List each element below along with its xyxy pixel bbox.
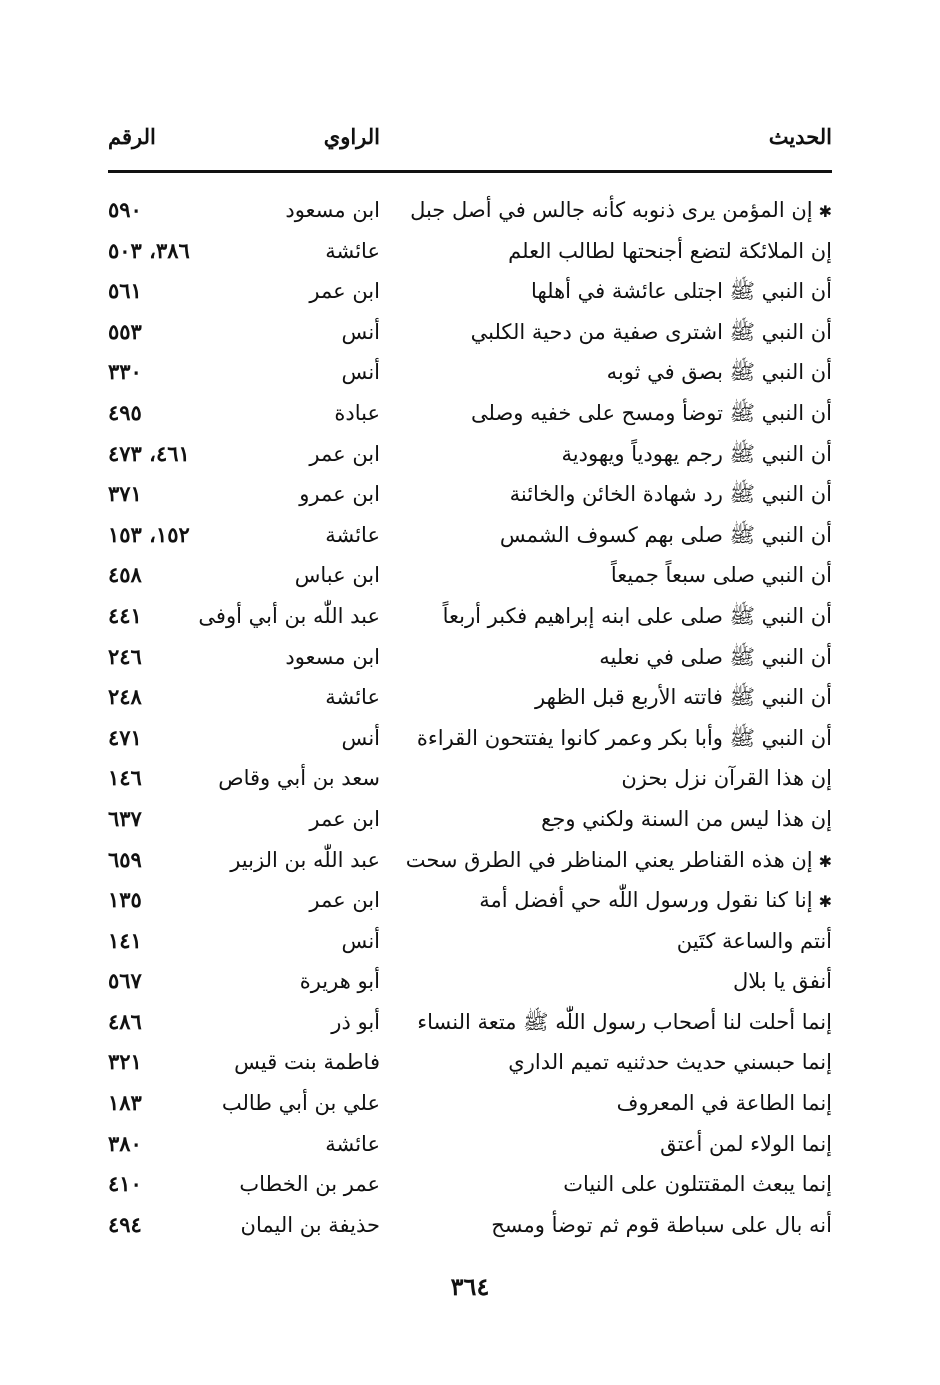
table-row bbox=[108, 1083, 832, 1124]
hadith-number: ٢٤٨ bbox=[108, 684, 142, 710]
hadith-text bbox=[617, 1083, 832, 1124]
rawi-name: أبو ذر bbox=[331, 1009, 380, 1034]
hadith-label: إنا كنا نقول ورسول اللّٰه حي أفضل أمة bbox=[479, 888, 813, 913]
table-header bbox=[108, 124, 832, 160]
hadith-number: ٤١٠ bbox=[108, 1171, 142, 1197]
hadith-text bbox=[607, 352, 832, 393]
table-row bbox=[108, 312, 832, 353]
table-row bbox=[108, 1042, 832, 1083]
hadith-label: إن الملائكة لتضع أجنحتها لطالب العلم bbox=[508, 238, 832, 263]
table-row bbox=[108, 515, 832, 556]
rawi-name: ابن عمر bbox=[309, 888, 380, 913]
hadith-index-table bbox=[108, 190, 832, 1245]
hadith-label: أن النبي ﷺ صلى في نعليه bbox=[599, 644, 832, 669]
star-icon: ✱ bbox=[818, 851, 832, 871]
hadith-label: أن النبي ﷺ صلى بهم كسوف الشمس bbox=[499, 522, 832, 547]
hadith-label: إنما أحلت لنا أصحاب رسول اللّٰه ﷺ متعة النساء bbox=[417, 1009, 832, 1034]
hadith-number: ٦٥٩ bbox=[108, 846, 142, 872]
hadith-number: ٣٣٠ bbox=[108, 359, 142, 385]
table-row bbox=[108, 718, 832, 759]
hadith-label: إنما يبعث المقتتلون على النيات bbox=[563, 1172, 832, 1197]
hadith-text bbox=[508, 231, 832, 272]
hadith-text bbox=[508, 1042, 832, 1083]
rawi-name: ابن مسعود bbox=[285, 644, 380, 669]
hadith-text bbox=[510, 474, 832, 515]
hadith-number: ٥٦١ bbox=[108, 278, 142, 304]
rawi-name: فاطمة بنت قيس bbox=[234, 1050, 380, 1075]
hadith-label: أن النبي ﷺ وأبا بكر وعمر كانوا يفتتحون القراءة bbox=[416, 725, 832, 750]
hadith-text bbox=[733, 961, 832, 1002]
rawi-name: أنس bbox=[341, 319, 380, 344]
rawi-name: عائشة bbox=[325, 1131, 380, 1156]
hadith-text bbox=[660, 1124, 832, 1165]
hadith-label: إن هذا القرآن نزل بحزن bbox=[621, 766, 832, 791]
table-row bbox=[108, 758, 832, 799]
hadith-label: إنما الطاعة في المعروف bbox=[616, 1091, 832, 1116]
hadith-text bbox=[471, 393, 832, 434]
rawi-name: عبد اللّٰه بن الزبير bbox=[230, 847, 380, 872]
table-row bbox=[108, 434, 832, 475]
table-row bbox=[108, 271, 832, 312]
page-number: ٣٦٤ bbox=[450, 1272, 490, 1301]
hadith-text bbox=[417, 718, 832, 759]
hadith-number: ١٨٣ bbox=[108, 1090, 142, 1116]
hadith-label: أن النبي ﷺ بصق في ثوبه bbox=[606, 360, 832, 385]
table-row bbox=[108, 231, 832, 272]
rawi-name: ابن عمر bbox=[309, 441, 380, 466]
header-divider bbox=[108, 170, 832, 173]
table-row bbox=[108, 880, 832, 921]
hadith-number: ٣٢١ bbox=[108, 1049, 142, 1075]
table-row bbox=[108, 474, 832, 515]
table-row bbox=[108, 961, 832, 1002]
hadith-label: أن النبي ﷺ اشترى صفية من دحية الكلبي bbox=[470, 319, 832, 344]
hadith-text bbox=[491, 1205, 832, 1246]
hadith-label: أن النبي ﷺ فاتته الأربع قبل الظهر bbox=[535, 685, 832, 710]
hadith-number: ٢٤٦ bbox=[108, 643, 142, 669]
hadith-number: ٤٩٤ bbox=[108, 1211, 142, 1237]
table-row bbox=[108, 1002, 832, 1043]
rawi-name: ابن عمر bbox=[309, 806, 380, 831]
rawi-name: أنس bbox=[341, 725, 380, 750]
rawi-name: ابن عمرو bbox=[299, 482, 380, 507]
hadith-label: أن النبي ﷺ رجم يهودياً ويهودية bbox=[561, 441, 832, 466]
rawi-name: عمر بن الخطاب bbox=[239, 1172, 380, 1197]
table-row bbox=[108, 555, 832, 596]
rawi-name: سعد بن أبي وقاص bbox=[218, 766, 380, 791]
hadith-text bbox=[500, 515, 832, 556]
table-row bbox=[108, 596, 832, 637]
rawi-name: عبد اللّٰه بن أبي أوفى bbox=[198, 603, 380, 628]
header-hadith: الحديث bbox=[768, 124, 832, 149]
hadith-number: ٤٦١، ٤٧٣ bbox=[108, 440, 190, 466]
hadith-text bbox=[410, 190, 832, 233]
hadith-number: ٦٣٧ bbox=[108, 805, 142, 831]
hadith-text bbox=[406, 840, 832, 883]
table-row bbox=[108, 1164, 832, 1205]
hadith-number: ١٥٢، ١٥٣ bbox=[108, 521, 190, 547]
hadith-number: ٤٨٦ bbox=[108, 1008, 142, 1034]
rawi-name: أنس bbox=[341, 928, 380, 953]
hadith-text bbox=[417, 1002, 832, 1043]
hadith-label: أنفق يا بلال bbox=[732, 969, 832, 994]
star-icon: ✱ bbox=[818, 892, 832, 912]
table-row bbox=[108, 840, 832, 881]
hadith-text bbox=[562, 434, 832, 475]
header-rawi: الراوي bbox=[323, 124, 380, 149]
rawi-name: أنس bbox=[341, 360, 380, 385]
rawi-name: عائشة bbox=[325, 522, 380, 547]
rawi-name: عائشة bbox=[325, 685, 380, 710]
hadith-text bbox=[621, 758, 832, 799]
hadith-number: ١٤١ bbox=[108, 927, 142, 953]
table-row bbox=[108, 190, 832, 231]
hadith-label: إن هذا ليس من السنة ولكني وجع bbox=[541, 806, 832, 831]
rawi-name: ابن عباس bbox=[294, 563, 380, 588]
hadith-text bbox=[563, 1164, 832, 1205]
hadith-number: ١٣٥ bbox=[108, 887, 142, 913]
hadith-text bbox=[471, 312, 832, 353]
table-row bbox=[108, 1205, 832, 1246]
rawi-name: علي بن أبي طالب bbox=[221, 1091, 380, 1116]
hadith-text bbox=[611, 555, 832, 596]
hadith-label: إن المؤمن يرى ذنوبه كأنه جالس في أصل جبل bbox=[410, 198, 813, 222]
hadith-number: ٥٩٠ bbox=[108, 197, 142, 222]
hadith-text bbox=[599, 637, 832, 678]
hadith-label: أن النبي ﷺ صلى على ابنه إبراهيم فكبر أربعاً bbox=[442, 603, 832, 628]
rawi-name: ابن مسعود bbox=[285, 198, 380, 222]
table-row bbox=[108, 352, 832, 393]
table-row bbox=[108, 677, 832, 718]
rawi-name: عائشة bbox=[325, 238, 380, 263]
hadith-label: أنه بال على سباطة قوم ثم توضأ ومسح bbox=[491, 1212, 832, 1237]
hadith-number: ٥٦٧ bbox=[108, 968, 142, 994]
hadith-label: إن هذه القناطر يعني المناظر في الطرق سحت bbox=[405, 847, 813, 872]
rawi-name: عبادة bbox=[334, 400, 380, 425]
header-raqm: الرقم bbox=[108, 124, 156, 149]
hadith-text bbox=[677, 921, 832, 962]
table-row bbox=[108, 1124, 832, 1165]
hadith-number: ٤٩٥ bbox=[108, 399, 142, 425]
hadith-number: ١٤٦ bbox=[108, 765, 142, 791]
rawi-name: حذيفة بن اليمان bbox=[240, 1212, 380, 1237]
hadith-text bbox=[531, 271, 832, 312]
rawi-name: أبو هريرة bbox=[299, 969, 380, 994]
hadith-number: ٤٥٨ bbox=[108, 562, 142, 588]
hadith-text bbox=[541, 799, 832, 840]
hadith-number: ٣٧١ bbox=[108, 481, 142, 507]
hadith-number: ٤٧١ bbox=[108, 724, 142, 750]
hadith-label: أن النبي ﷺ اجتلى عائشة في أهلها bbox=[531, 279, 832, 304]
table-row bbox=[108, 799, 832, 840]
rawi-name: ابن عمر bbox=[309, 279, 380, 304]
hadith-number: ٤٤١ bbox=[108, 602, 142, 628]
table-row bbox=[108, 921, 832, 962]
hadith-label: إنما الولاء لمن أعتق bbox=[660, 1131, 832, 1156]
star-icon: ✱ bbox=[818, 202, 832, 221]
hadith-label: أن النبي صلى سبعاً جميعاً bbox=[610, 563, 832, 588]
hadith-text bbox=[443, 596, 832, 637]
hadith-label: أن النبي ﷺ توضأ ومسح على خفيه وصلى bbox=[471, 400, 832, 425]
hadith-number: ٣٨٦، ٥٠٣ bbox=[108, 237, 190, 263]
table-row bbox=[108, 393, 832, 434]
table-row bbox=[108, 637, 832, 678]
hadith-label: أن النبي ﷺ رد شهادة الخائن والخائنة bbox=[509, 482, 832, 507]
hadith-text bbox=[479, 880, 832, 923]
hadith-label: أنتم والساعة كتَين bbox=[676, 928, 832, 953]
hadith-label: إنما حبسني حديث حدثنيه تميم الداري bbox=[508, 1050, 832, 1075]
hadith-number: ٣٨٠ bbox=[108, 1130, 142, 1156]
hadith-text bbox=[535, 677, 832, 718]
hadith-number: ٥٥٣ bbox=[108, 318, 142, 344]
